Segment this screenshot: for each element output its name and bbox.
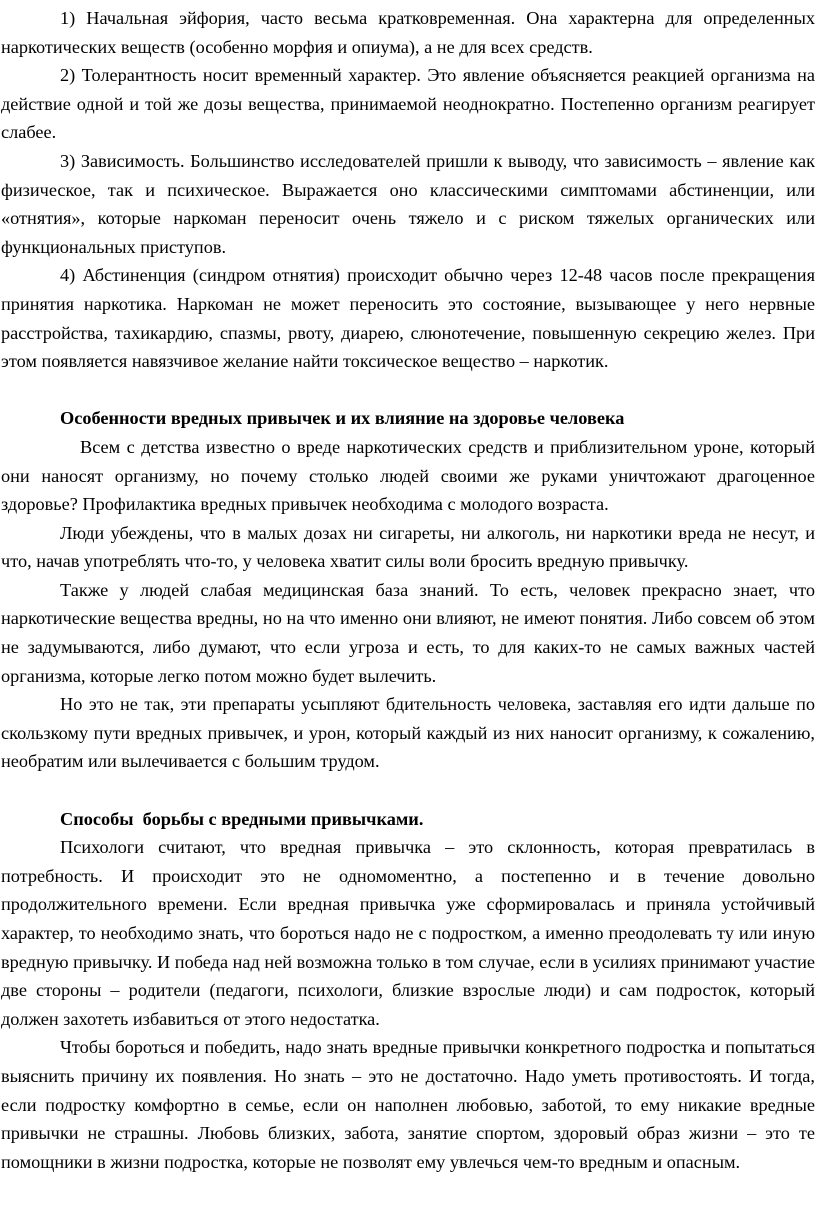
paragraph: Люди убеждены, что в малых дозах ни сигареты, ни алкоголь, ни наркотики вреда не несут, и что, начав употреблять что-то, у человека хватит силы воли бросить вредную привычку. (1, 522, 815, 572)
paragraph: Психологи считают, что вредная привычка – это склонность, которая превратилась в потребность. И происходит это не одномоментно, а постепенно и в течение довольно продолжительного времени. Если вредная привычка уже сформировалась и приняла устойчивый характер, то необходимо знать, что бороться надо не с подростком, а именно преодолевать ту или иную вредную привычку. И победа над ней возможна только в том случае, если в усилиях принимают участие две стороны – родители (педагоги, психологи, близкие взрослые люди) и сам подросток, который должен захотеть избавиться от этого недостатка. (1, 837, 815, 1029)
section-heading-harmful-habits: Особенности вредных привычек и их влияние на здоровье человека (60, 408, 625, 429)
paragraph: Но это не так, эти препараты усыпляют бдительность человека, заставляя его идти дальше по скользкому пути вредных привычек, и урон, который каждый из них наносит организму, к сожалению, необратим или вылечивается с большим трудом. (1, 694, 815, 772)
paragraph: Также у людей слабая медицинская база знаний. То есть, человек прекрасно знает, что наркотические вещества вредны, но на что именно они влияют, не имеют понятия. Либо совсем об этом не задумываются, либо думают, что если угроза и есть, то для каких-то не самых важных частей организма, которые легко потом можно будет вылечить. (1, 579, 815, 686)
paragraph: Всем с детства известно о вреде наркотических средств и приблизительном уроне, который они наносят организму, но почему столько людей своими же руками уничтожают драгоценное здоровье? Профилактика вредных привычек необходима с молодого возраста. (1, 436, 815, 515)
list-item-abstinence: 4) Абстиненция (синдром отнятия) происходит обычно через 12-48 часов после прекращения принятия наркотика. Наркоман не может переносить это состояние, вызывающее у него нервные расстройства, тахикардию, спазмы, рвоту, диарею, слюнотечение, повышенную секрецию желез. При этом появляется навязчивое желание найти токсическое вещество – наркотик. (1, 265, 815, 372)
list-item-dependence: 3) Зависимость. Большинство исследователей пришли к выводу, что зависимость – явление как физическое, так и психическое. Выражается оно классическими симптомами абстиненции, или «отнятия», которые наркоман переносит очень тяжело и с риском тяжелых органических или функциональных приступов. (1, 150, 815, 257)
list-item-euphoria: 1) Начальная эйфория, часто весьма кратковременная. Она характерна для определенных наркотических веществ (особенно морфия и опиума), а не для всех средств. (1, 8, 815, 57)
section-spacer (1, 776, 815, 805)
list-item-tolerance: 2) Толерантность носит временный характер. Это явление объясняется реакцией организма на действие одной и той же дозы вещества, принимаемой неоднократно. Постепенно организм реагирует слабее. (1, 65, 815, 143)
section-heading-fighting-habits: Способы борьбы с вредными привычками. (60, 808, 424, 829)
section-spacer (1, 376, 815, 405)
paragraph: Чтобы бороться и победить, надо знать вредные привычки конкретного подростка и попытаться выяснить причину их появления. Но знать – это не достаточно. Надо уметь противостоять. И тогда, если подростку комфортно в семье, если он наполнен любовью, заботой, то ему никакие вредные привычки не страшны. Любовь близких, забота, занятие спортом, здоровый образ жизни – это те помощники в жизни подростка, которые не позволят ему увлечься чем-то вредным и опасным. (1, 1037, 815, 1172)
